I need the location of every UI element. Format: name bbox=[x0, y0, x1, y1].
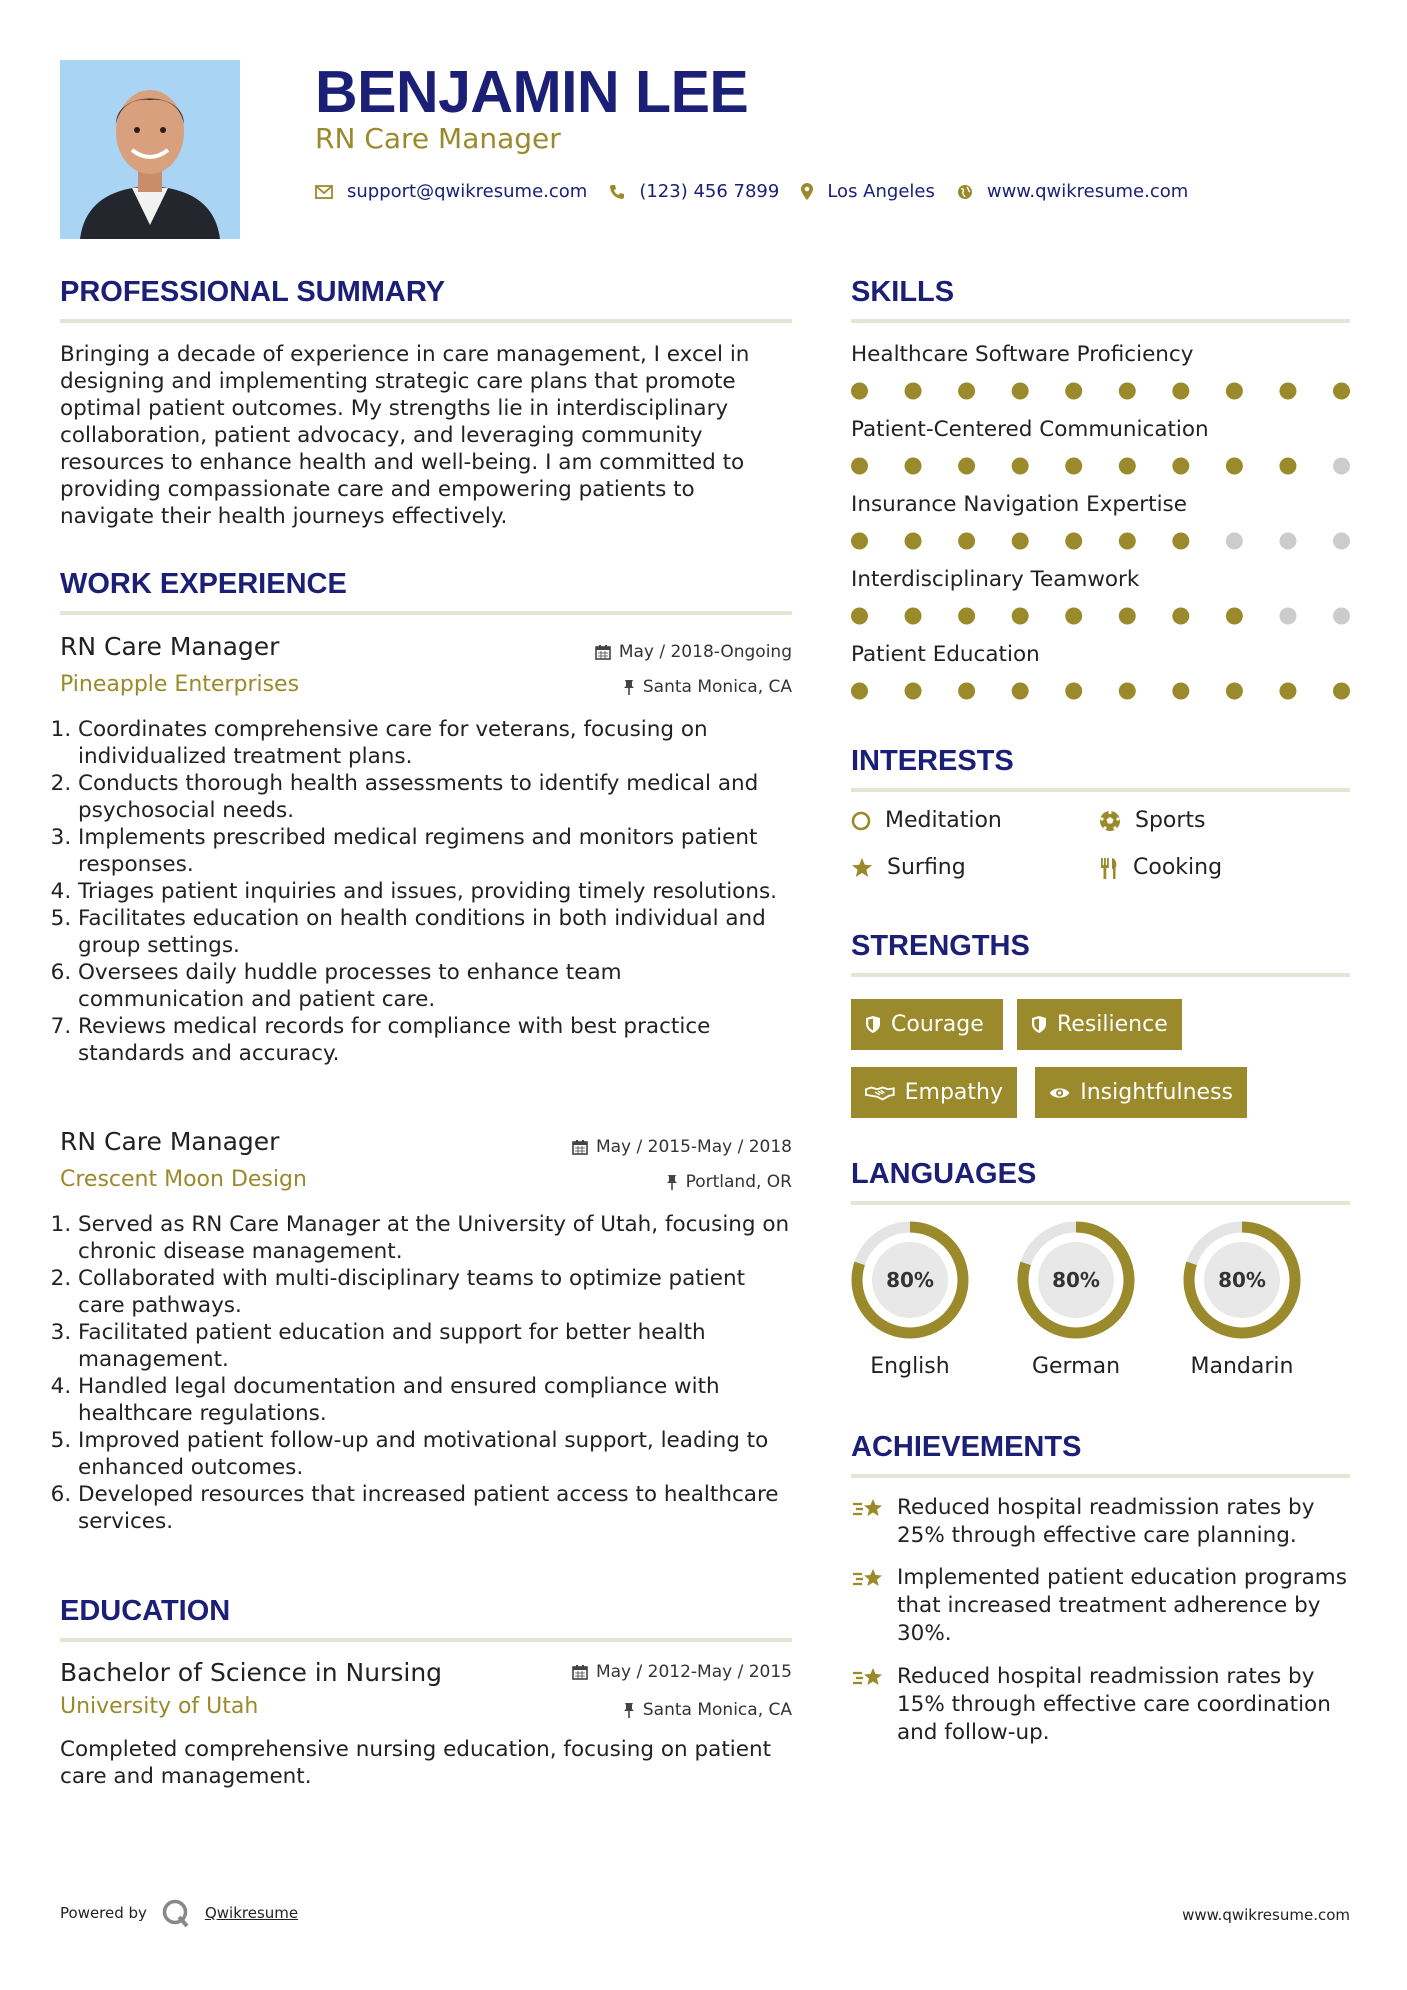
skill-dot-filled bbox=[1119, 608, 1136, 625]
skill-name: Insurance Navigation Expertise bbox=[851, 492, 1187, 517]
language-ring bbox=[848, 1218, 972, 1342]
pushpin-icon bbox=[623, 1702, 635, 1718]
skill-dot-filled bbox=[851, 608, 868, 625]
qwikresume-logo-icon bbox=[161, 1898, 193, 1928]
achievement-text: Reduced hospital readmission rates by 25% through effective care planning. bbox=[897, 1495, 1315, 1548]
interest-label: Sports bbox=[1135, 808, 1206, 833]
interest-item bbox=[851, 855, 966, 880]
skill-dot-filled bbox=[958, 458, 975, 475]
duty-item: 7. Reviews medical records for compliance with best practice standards and accuracy. bbox=[78, 1013, 792, 1067]
location-text: Los Angeles bbox=[827, 181, 935, 202]
job-duties bbox=[60, 716, 792, 1067]
skill-dot-filled bbox=[1012, 458, 1029, 475]
skill-dot-filled bbox=[905, 683, 922, 700]
duty-item: 5. Facilitates education on health conditions in both individual and group settings. bbox=[78, 905, 792, 959]
skill-dot-filled bbox=[1119, 383, 1136, 400]
skill-dot-filled bbox=[1172, 683, 1189, 700]
shield-icon bbox=[1031, 1015, 1047, 1034]
duty-item: 2. Conducts thorough health assessments to identify medical and psychosocial needs. bbox=[78, 770, 792, 824]
skill-dot-empty bbox=[1333, 608, 1350, 625]
globe-icon bbox=[957, 184, 973, 200]
calendar-icon bbox=[572, 1664, 588, 1680]
skill-dot-empty bbox=[1226, 533, 1243, 550]
skill-dot-filled bbox=[1119, 533, 1136, 550]
shooting-star-icon bbox=[851, 1496, 885, 1522]
skill-dot-filled bbox=[1012, 608, 1029, 625]
language-percent: 80% bbox=[1052, 1268, 1100, 1292]
soccer-ball-icon bbox=[1099, 810, 1121, 832]
skill-dot-filled bbox=[1172, 533, 1189, 550]
interest-label: Meditation bbox=[885, 808, 1002, 833]
contact-location bbox=[801, 181, 935, 202]
education-location-text: Santa Monica, CA bbox=[642, 1700, 792, 1720]
skill-dot-filled bbox=[1279, 683, 1296, 700]
interests-heading: INTERESTS bbox=[851, 745, 1350, 792]
duty-item: 1. Served as RN Care Manager at the University of Utah, focusing on chronic disease management. bbox=[78, 1211, 792, 1265]
phone-text: (123) 456 7899 bbox=[639, 181, 780, 202]
contact-phone[interactable] bbox=[609, 181, 779, 202]
languages-heading: LANGUAGES bbox=[851, 1158, 1350, 1205]
job-location bbox=[623, 677, 792, 697]
job-date bbox=[572, 1137, 792, 1157]
education-location bbox=[623, 1700, 792, 1720]
education-date-text: May / 2012-May / 2015 bbox=[595, 1662, 792, 1682]
skill-rating bbox=[851, 456, 1350, 476]
skill-dot-filled bbox=[958, 608, 975, 625]
degree: Bachelor of Science in Nursing bbox=[60, 1658, 443, 1687]
skill-rating bbox=[851, 606, 1350, 626]
skill-rating bbox=[851, 381, 1350, 401]
skill-dot-filled bbox=[905, 383, 922, 400]
language-item bbox=[1014, 1218, 1138, 1379]
job-title: RN Care Manager bbox=[60, 1127, 280, 1156]
skill-rating bbox=[851, 681, 1350, 701]
job-company: Pineapple Enterprises bbox=[60, 672, 300, 697]
skill-dot-filled bbox=[1172, 458, 1189, 475]
skill-dot-filled bbox=[958, 683, 975, 700]
skill-dot-filled bbox=[1333, 383, 1350, 400]
language-name: German bbox=[1031, 1354, 1121, 1379]
skill-dot-filled bbox=[851, 533, 868, 550]
job-company: Crescent Moon Design bbox=[60, 1167, 307, 1192]
skill-dot-filled bbox=[851, 458, 868, 475]
education-date bbox=[572, 1662, 792, 1682]
achievements-heading: ACHIEVEMENTS bbox=[851, 1431, 1350, 1478]
skill-dot-empty bbox=[1279, 533, 1296, 550]
skill-dot-filled bbox=[1279, 383, 1296, 400]
skill-dot-filled bbox=[1279, 458, 1296, 475]
handshake-icon bbox=[865, 1084, 895, 1102]
calendar-icon bbox=[595, 644, 611, 660]
skill-name: Patient-Centered Communication bbox=[851, 417, 1209, 442]
duty-item: 2. Collaborated with multi-disciplinary teams to optimize patient care pathways. bbox=[78, 1265, 792, 1319]
job-date-text: May / 2018-Ongoing bbox=[618, 642, 792, 662]
eye-icon bbox=[1049, 1085, 1070, 1101]
footer-website[interactable]: www.qwikresume.com bbox=[1182, 1906, 1350, 1924]
skill-dot-filled bbox=[1226, 458, 1243, 475]
website-text: www.qwikresume.com bbox=[986, 181, 1189, 202]
job-location bbox=[666, 1172, 792, 1192]
strength-badge bbox=[851, 999, 1003, 1050]
skill-dot-filled bbox=[905, 458, 922, 475]
duty-item: 3. Implements prescribed medical regimens and monitors patient responses. bbox=[78, 824, 792, 878]
education-description: Completed comprehensive nursing education, focusing on patient care and management. bbox=[60, 1737, 772, 1789]
skill-dot-filled bbox=[1065, 458, 1082, 475]
footer-branding bbox=[60, 1898, 298, 1928]
achievement-item bbox=[851, 1663, 1350, 1747]
strength-badge bbox=[1035, 1067, 1247, 1118]
job-date bbox=[595, 642, 792, 662]
interest-label: Cooking bbox=[1133, 855, 1223, 880]
language-ring bbox=[1014, 1218, 1138, 1342]
brand-link[interactable]: Qwikresume bbox=[204, 1904, 299, 1922]
language-name: English bbox=[870, 1354, 950, 1379]
duty-item: 4. Triages patient inquiries and issues, providing timely resolutions. bbox=[78, 878, 792, 905]
pushpin-icon bbox=[666, 1174, 678, 1190]
achievement-item bbox=[851, 1564, 1350, 1648]
profile-photo bbox=[60, 60, 240, 239]
language-ring bbox=[1180, 1218, 1304, 1342]
strengths-heading: STRENGTHS bbox=[851, 930, 1350, 977]
job-date-text: May / 2015-May / 2018 bbox=[595, 1137, 792, 1157]
skill-dot-empty bbox=[1333, 533, 1350, 550]
skill-dot-empty bbox=[1333, 458, 1350, 475]
skill-dot-filled bbox=[851, 683, 868, 700]
skill-dot-empty bbox=[1279, 608, 1296, 625]
achievement-item bbox=[851, 1494, 1350, 1550]
duty-item: 6. Oversees daily huddle processes to enhance team communication and patient care. bbox=[78, 959, 792, 1013]
skill-dot-filled bbox=[1012, 683, 1029, 700]
skill-name: Interdisciplinary Teamwork bbox=[851, 567, 1140, 592]
job-location-text: Santa Monica, CA bbox=[642, 677, 792, 697]
skill-dot-filled bbox=[905, 533, 922, 550]
contact-bar bbox=[315, 181, 1210, 202]
school: University of Utah bbox=[60, 1694, 259, 1719]
strength-label: Insightfulness bbox=[1080, 1080, 1233, 1105]
experience-heading: WORK EXPERIENCE bbox=[60, 568, 792, 615]
interest-item bbox=[1099, 808, 1206, 833]
duty-item: 3. Facilitated patient education and support for better health management. bbox=[78, 1319, 792, 1373]
interest-item bbox=[851, 808, 1002, 833]
skill-dot-filled bbox=[1119, 458, 1136, 475]
duty-item: 1. Coordinates comprehensive care for veterans, focusing on individualized treatment plans. bbox=[78, 716, 792, 770]
skill-dot-filled bbox=[958, 533, 975, 550]
language-name: Mandarin bbox=[1190, 1354, 1294, 1379]
fork-knife-icon bbox=[1099, 857, 1119, 879]
skill-dot-filled bbox=[1333, 683, 1350, 700]
skill-dot-filled bbox=[1065, 533, 1082, 550]
summary-text: Bringing a decade of experience in care management, I excel in designing and implementing strategic care plans that promote optimal patient outcomes. My strengths lie in interdisciplinary collaboration, patient advocacy, and leveraging community resources to enhance health and well-being. I am committed to providing compassionate care and empowering patients to navigate their health journeys effectively. bbox=[60, 342, 750, 529]
skill-dot-filled bbox=[905, 608, 922, 625]
contact-website[interactable] bbox=[957, 181, 1188, 202]
strength-label: Courage bbox=[891, 1012, 984, 1037]
job-title: RN Care Manager bbox=[60, 632, 280, 661]
skill-rating bbox=[851, 531, 1350, 551]
star-icon bbox=[851, 857, 873, 879]
skill-dot-filled bbox=[1119, 683, 1136, 700]
skill-name: Healthcare Software Proficiency bbox=[851, 342, 1194, 367]
skill-name: Patient Education bbox=[851, 642, 1040, 667]
skill-dot-filled bbox=[1226, 608, 1243, 625]
skill-dot-filled bbox=[1226, 383, 1243, 400]
shooting-star-icon bbox=[851, 1566, 885, 1592]
duty-item: 5. Improved patient follow-up and motivational support, leading to enhanced outcomes. bbox=[78, 1427, 792, 1481]
job-duties bbox=[60, 1211, 792, 1535]
strength-badge bbox=[851, 1067, 1017, 1118]
pushpin-icon bbox=[623, 679, 635, 695]
language-percent: 80% bbox=[1218, 1268, 1266, 1292]
interest-item bbox=[1099, 855, 1222, 880]
duty-item: 4. Handled legal documentation and ensured compliance with healthcare regulations. bbox=[78, 1373, 792, 1427]
skill-dot-filled bbox=[1172, 608, 1189, 625]
circle-icon bbox=[851, 811, 871, 831]
skill-dot-filled bbox=[1226, 683, 1243, 700]
job-location-text: Portland, OR bbox=[685, 1172, 792, 1192]
strength-label: Empathy bbox=[904, 1080, 1003, 1105]
left-column bbox=[60, 276, 792, 1836]
skills-heading: SKILLS bbox=[851, 276, 1350, 323]
right-column bbox=[851, 276, 1350, 1796]
candidate-name: BENJAMIN LEE bbox=[315, 59, 749, 125]
achievement-text: Implemented patient education programs that increased treatment adherence by 30%. bbox=[897, 1565, 1347, 1646]
skill-dot-filled bbox=[851, 383, 868, 400]
strength-label: Resilience bbox=[1057, 1012, 1168, 1037]
achievement-text: Reduced hospital readmission rates by 15% through effective care coordination and follow-up. bbox=[897, 1664, 1331, 1745]
map-pin-icon bbox=[801, 183, 813, 200]
skill-dot-filled bbox=[958, 383, 975, 400]
strength-badge bbox=[1017, 999, 1182, 1050]
education-heading: EDUCATION bbox=[60, 1595, 792, 1642]
skill-dot-filled bbox=[1065, 683, 1082, 700]
summary-heading: PROFESSIONAL SUMMARY bbox=[60, 276, 792, 323]
skill-dot-filled bbox=[1172, 383, 1189, 400]
phone-icon bbox=[609, 184, 625, 200]
language-percent: 80% bbox=[886, 1268, 934, 1292]
candidate-title: RN Care Manager bbox=[315, 122, 561, 155]
envelope-icon bbox=[315, 185, 333, 199]
shield-icon bbox=[865, 1015, 881, 1034]
contact-email[interactable] bbox=[315, 181, 587, 202]
skill-dot-filled bbox=[1065, 608, 1082, 625]
calendar-icon bbox=[572, 1139, 588, 1155]
language-item bbox=[848, 1218, 972, 1379]
email-text: support@qwikresume.com bbox=[347, 181, 588, 202]
skill-dot-filled bbox=[1065, 383, 1082, 400]
powered-by-text: Powered by bbox=[60, 1904, 147, 1922]
shooting-star-icon bbox=[851, 1665, 885, 1691]
duty-item: 6. Developed resources that increased patient access to healthcare services. bbox=[78, 1481, 792, 1535]
skill-dot-filled bbox=[1012, 533, 1029, 550]
skill-dot-filled bbox=[1012, 383, 1029, 400]
language-item bbox=[1180, 1218, 1304, 1379]
interest-label: Surfing bbox=[887, 855, 966, 880]
